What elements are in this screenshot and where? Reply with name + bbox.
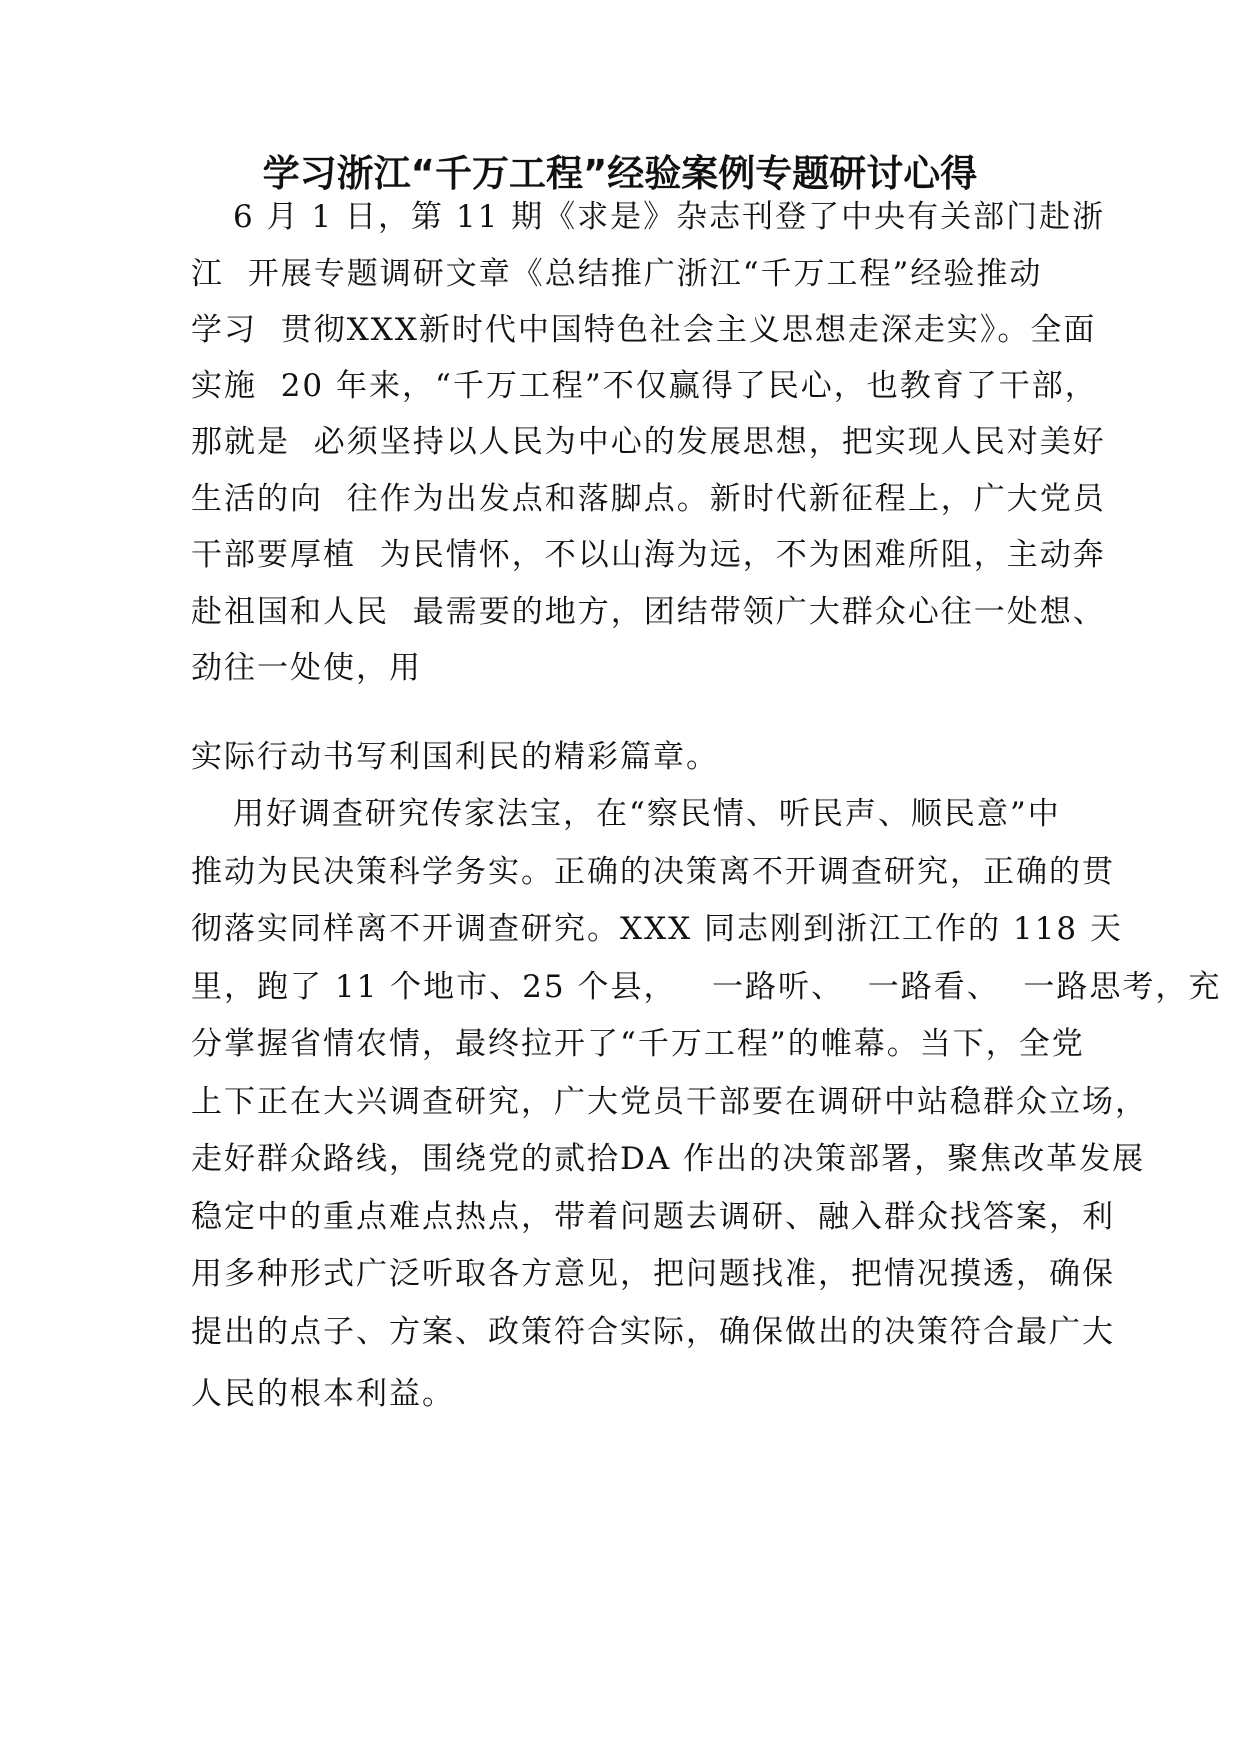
paragraph-2-line-4: 里，跑了 11 个地市、25 个县， 一路听、 一路看、 一路思考，充	[191, 969, 1222, 1005]
paragraph-2-line-2: 推动为民决策科学务实。正确的决策离不开调查研究，正确的贯	[191, 854, 1115, 890]
paragraph-1-line-1: 6 月 1 日，第 11 期《求是》杂志刊登了中央有关部门赴浙	[233, 199, 1106, 235]
paragraph-2-line-6: 上下正在大兴调查研究，广大党员干部要在调研中站稳群众立场，	[191, 1084, 1148, 1120]
paragraph-2-line-10: 提出的点子、方案、政策符合实际，确保做出的决策符合最广大	[191, 1314, 1115, 1350]
paragraph-1-line-4: 实施 20 年来，“千万工程”不仅赢得了民心，也教育了干部，	[191, 368, 1098, 404]
paragraph-2-line-9: 用多种形式广泛听取各方意见，把问题找准，把情况摸透，确保	[191, 1256, 1115, 1292]
document-title: 学习浙江“千万工程”经验案例专题研讨心得	[262, 152, 978, 195]
paragraph-1-line-3: 学习 贯彻XXX新时代中国特色社会主义思想走深走实》。全面	[191, 312, 1097, 348]
paragraph-1-line-6: 生活的向 往作为出发点和落脚点。新时代新征程上，广大党员	[191, 481, 1106, 517]
paragraph-2-line-7: 走好群众路线，围绕党的贰拾DA 作出的决策部署，聚焦改革发展	[191, 1141, 1146, 1177]
paragraph-2-line-3: 彻落实同样离不开调查研究。XXX 同志刚到浙江工作的 118 天	[191, 911, 1123, 947]
paragraph-2-line-8: 稳定中的重点难点热点，带着问题去调研、融入群众找答案，利	[191, 1199, 1115, 1235]
paragraph-1-line-5: 那就是 必须坚持以人民为中心的发展思想，把实现人民对美好	[191, 424, 1106, 460]
paragraph-2-line-5: 分掌握省情农情，最终拉开了“千万工程”的帷幕。当下，全党	[191, 1026, 1085, 1062]
paragraph-1-line-9: 劲往一处使，用	[191, 650, 422, 686]
paragraph-2-line-11: 人民的根本利益。	[191, 1376, 455, 1412]
paragraph-2-line-1: 用好调查研究传家法宝，在“察民情、听民声、顺民意”中	[233, 796, 1061, 832]
paragraph-1-line-10: 实际行动书写利国利民的精彩篇章。	[191, 739, 719, 775]
paragraph-1-line-7: 干部要厚植 为民情怀，不以山海为远，不为困难所阻，主动奔	[191, 537, 1106, 573]
paragraph-1-line-2: 江 开展专题调研文章《总结推广浙江“千万工程”经验推动	[191, 256, 1043, 292]
paragraph-1-line-8: 赴祖国和人民 最需要的地方，团结带领广大群众心往一处想、	[191, 594, 1106, 630]
